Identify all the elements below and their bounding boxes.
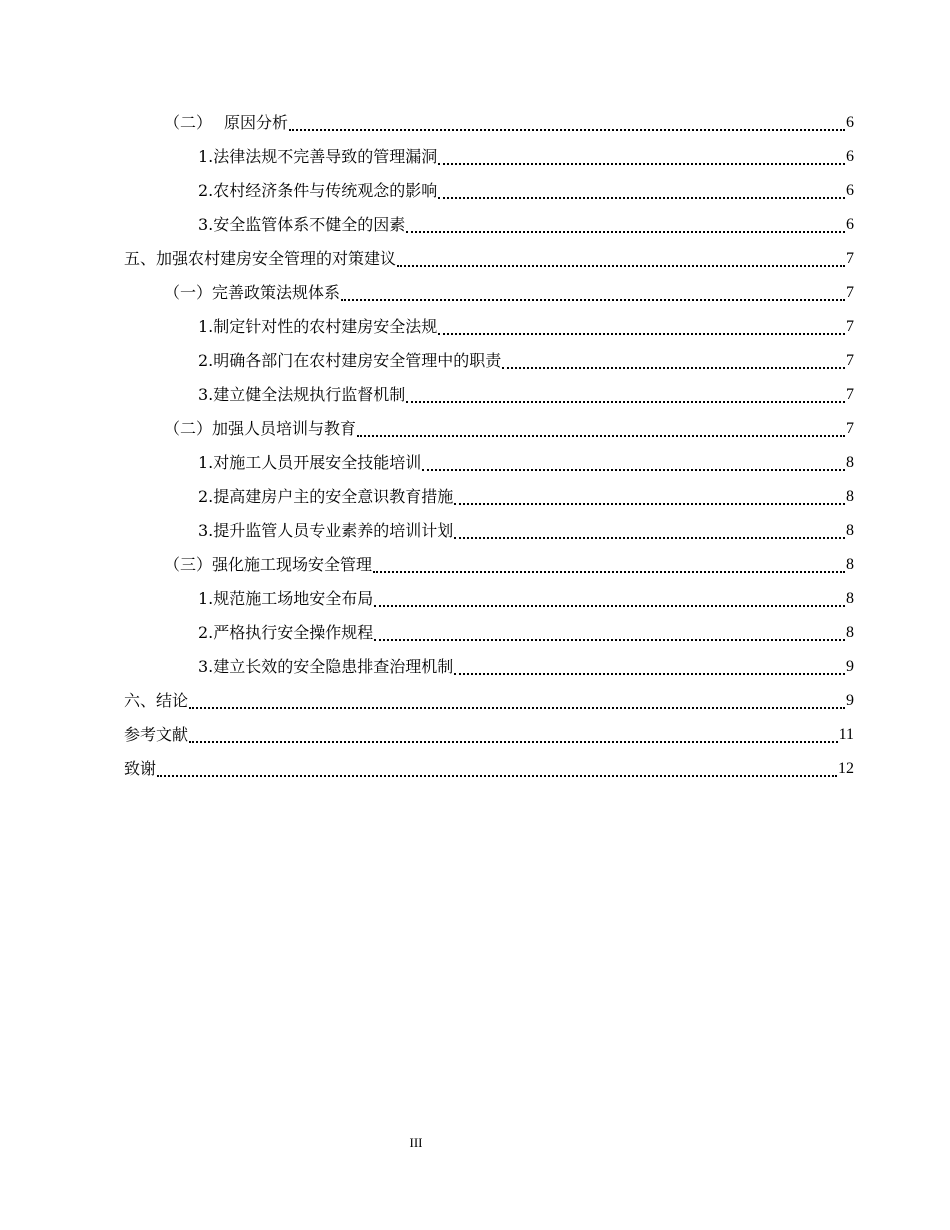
toc-entry-title: 2.农村经济条件与传统观念的影响 xyxy=(198,181,438,200)
toc-entry[interactable] xyxy=(198,452,854,474)
dot-leader xyxy=(454,521,845,539)
toc-entry[interactable] xyxy=(198,146,854,168)
toc-entry-title: 3.提升监管人员专业素养的培训计划 xyxy=(198,521,454,540)
toc-entry-title: 2.明确各部门在农村建房安全管理中的职责 xyxy=(198,351,502,370)
toc-entry[interactable] xyxy=(198,180,854,202)
dot-leader xyxy=(438,181,845,199)
toc-entry-page: 9 xyxy=(846,692,854,709)
toc-entry-page: 8 xyxy=(846,488,854,505)
toc-entry-page: 8 xyxy=(846,522,854,539)
toc-entry-title: 五、加强农村建房安全管理的对策建议 xyxy=(124,249,397,268)
dot-leader xyxy=(438,317,845,335)
toc-entry[interactable] xyxy=(198,214,854,236)
dot-leader xyxy=(406,385,845,403)
toc-entry-title: 参考文献 xyxy=(124,725,189,744)
toc-entry-label xyxy=(164,112,288,134)
toc-entry-title: 2.提高建房户主的安全意识教育措施 xyxy=(198,487,454,506)
toc-entry[interactable] xyxy=(198,622,854,644)
toc-entry[interactable] xyxy=(198,656,854,678)
toc-entry-title: 3.安全监管体系不健全的因素 xyxy=(198,215,406,234)
toc-entry-title: （三）强化施工现场安全管理 xyxy=(164,555,373,574)
toc-entry[interactable] xyxy=(198,384,854,406)
toc-entry-page: 6 xyxy=(846,148,854,165)
dot-leader xyxy=(189,691,845,709)
page-number-footer: III xyxy=(409,1135,423,1150)
toc-entry-title: 3.建立健全法规执行监督机制 xyxy=(198,385,406,404)
dot-leader xyxy=(289,113,845,131)
toc-entry-page: 9 xyxy=(846,658,854,675)
toc-entry-page: 7 xyxy=(846,420,854,437)
dot-leader xyxy=(357,419,845,437)
toc-entry-title: 1.规范施工场地安全布局 xyxy=(198,589,374,608)
toc-entry[interactable] xyxy=(198,588,854,610)
dot-leader xyxy=(438,147,845,165)
toc-entry-page: 8 xyxy=(846,590,854,607)
toc-entry[interactable] xyxy=(124,690,854,712)
toc-entry-page: 6 xyxy=(846,114,854,131)
dot-leader xyxy=(397,249,845,267)
toc-entry[interactable] xyxy=(124,758,854,780)
dot-leader xyxy=(157,759,837,777)
toc-entry-page: 8 xyxy=(846,454,854,471)
toc-entry-page: 7 xyxy=(846,318,854,335)
toc-entry[interactable] xyxy=(164,282,854,304)
toc-entry-page: 7 xyxy=(846,386,854,403)
toc-entry[interactable] xyxy=(198,520,854,542)
toc-entry-title: 六、结论 xyxy=(124,691,189,710)
toc-entry[interactable] xyxy=(124,248,854,270)
dot-leader xyxy=(374,623,845,641)
toc-entry[interactable] xyxy=(164,418,854,440)
toc-entry-title: （二）加强人员培训与教育 xyxy=(164,419,357,438)
toc-entry-page: 8 xyxy=(846,556,854,573)
toc-entry-page: 6 xyxy=(846,216,854,233)
toc-entry-page: 7 xyxy=(846,284,854,301)
toc-entry-page: 12 xyxy=(838,760,854,777)
toc-entry[interactable] xyxy=(164,554,854,576)
toc-entry-title: 1.制定针对性的农村建房安全法规 xyxy=(198,317,438,336)
dot-leader xyxy=(373,555,845,573)
dot-leader xyxy=(502,351,845,369)
dot-leader xyxy=(374,589,845,607)
toc-entry-page: 8 xyxy=(846,624,854,641)
toc-entry-page: 7 xyxy=(846,250,854,267)
toc-entry-prefix: （二） xyxy=(164,113,213,132)
toc-entry-page: 11 xyxy=(838,726,854,743)
toc-entry[interactable] xyxy=(124,724,854,746)
toc-entry-page: 7 xyxy=(846,352,854,369)
toc-entry[interactable] xyxy=(198,316,854,338)
dot-leader xyxy=(341,283,845,301)
toc-entry-title: 1.对施工人员开展安全技能培训 xyxy=(198,453,422,472)
toc-entry-title: 1.法律法规不完善导致的管理漏洞 xyxy=(198,147,438,166)
dot-leader xyxy=(422,453,845,471)
dot-leader xyxy=(454,657,845,675)
toc-entry[interactable] xyxy=(198,350,854,372)
dot-leader xyxy=(454,487,845,505)
toc-entry-title: （一）完善政策法规体系 xyxy=(164,283,341,302)
toc-entry[interactable] xyxy=(198,486,854,508)
dot-leader xyxy=(189,725,838,743)
toc-entry-title: 致谢 xyxy=(124,759,157,778)
toc-entry-title: 3.建立长效的安全隐患排查治理机制 xyxy=(198,657,454,676)
dot-leader xyxy=(406,215,845,233)
toc-entry[interactable] xyxy=(164,112,854,134)
toc-entry-title: 原因分析 xyxy=(224,113,289,132)
toc-entry-page: 6 xyxy=(846,182,854,199)
toc-entry-title: 2.严格执行安全操作规程 xyxy=(198,623,374,642)
